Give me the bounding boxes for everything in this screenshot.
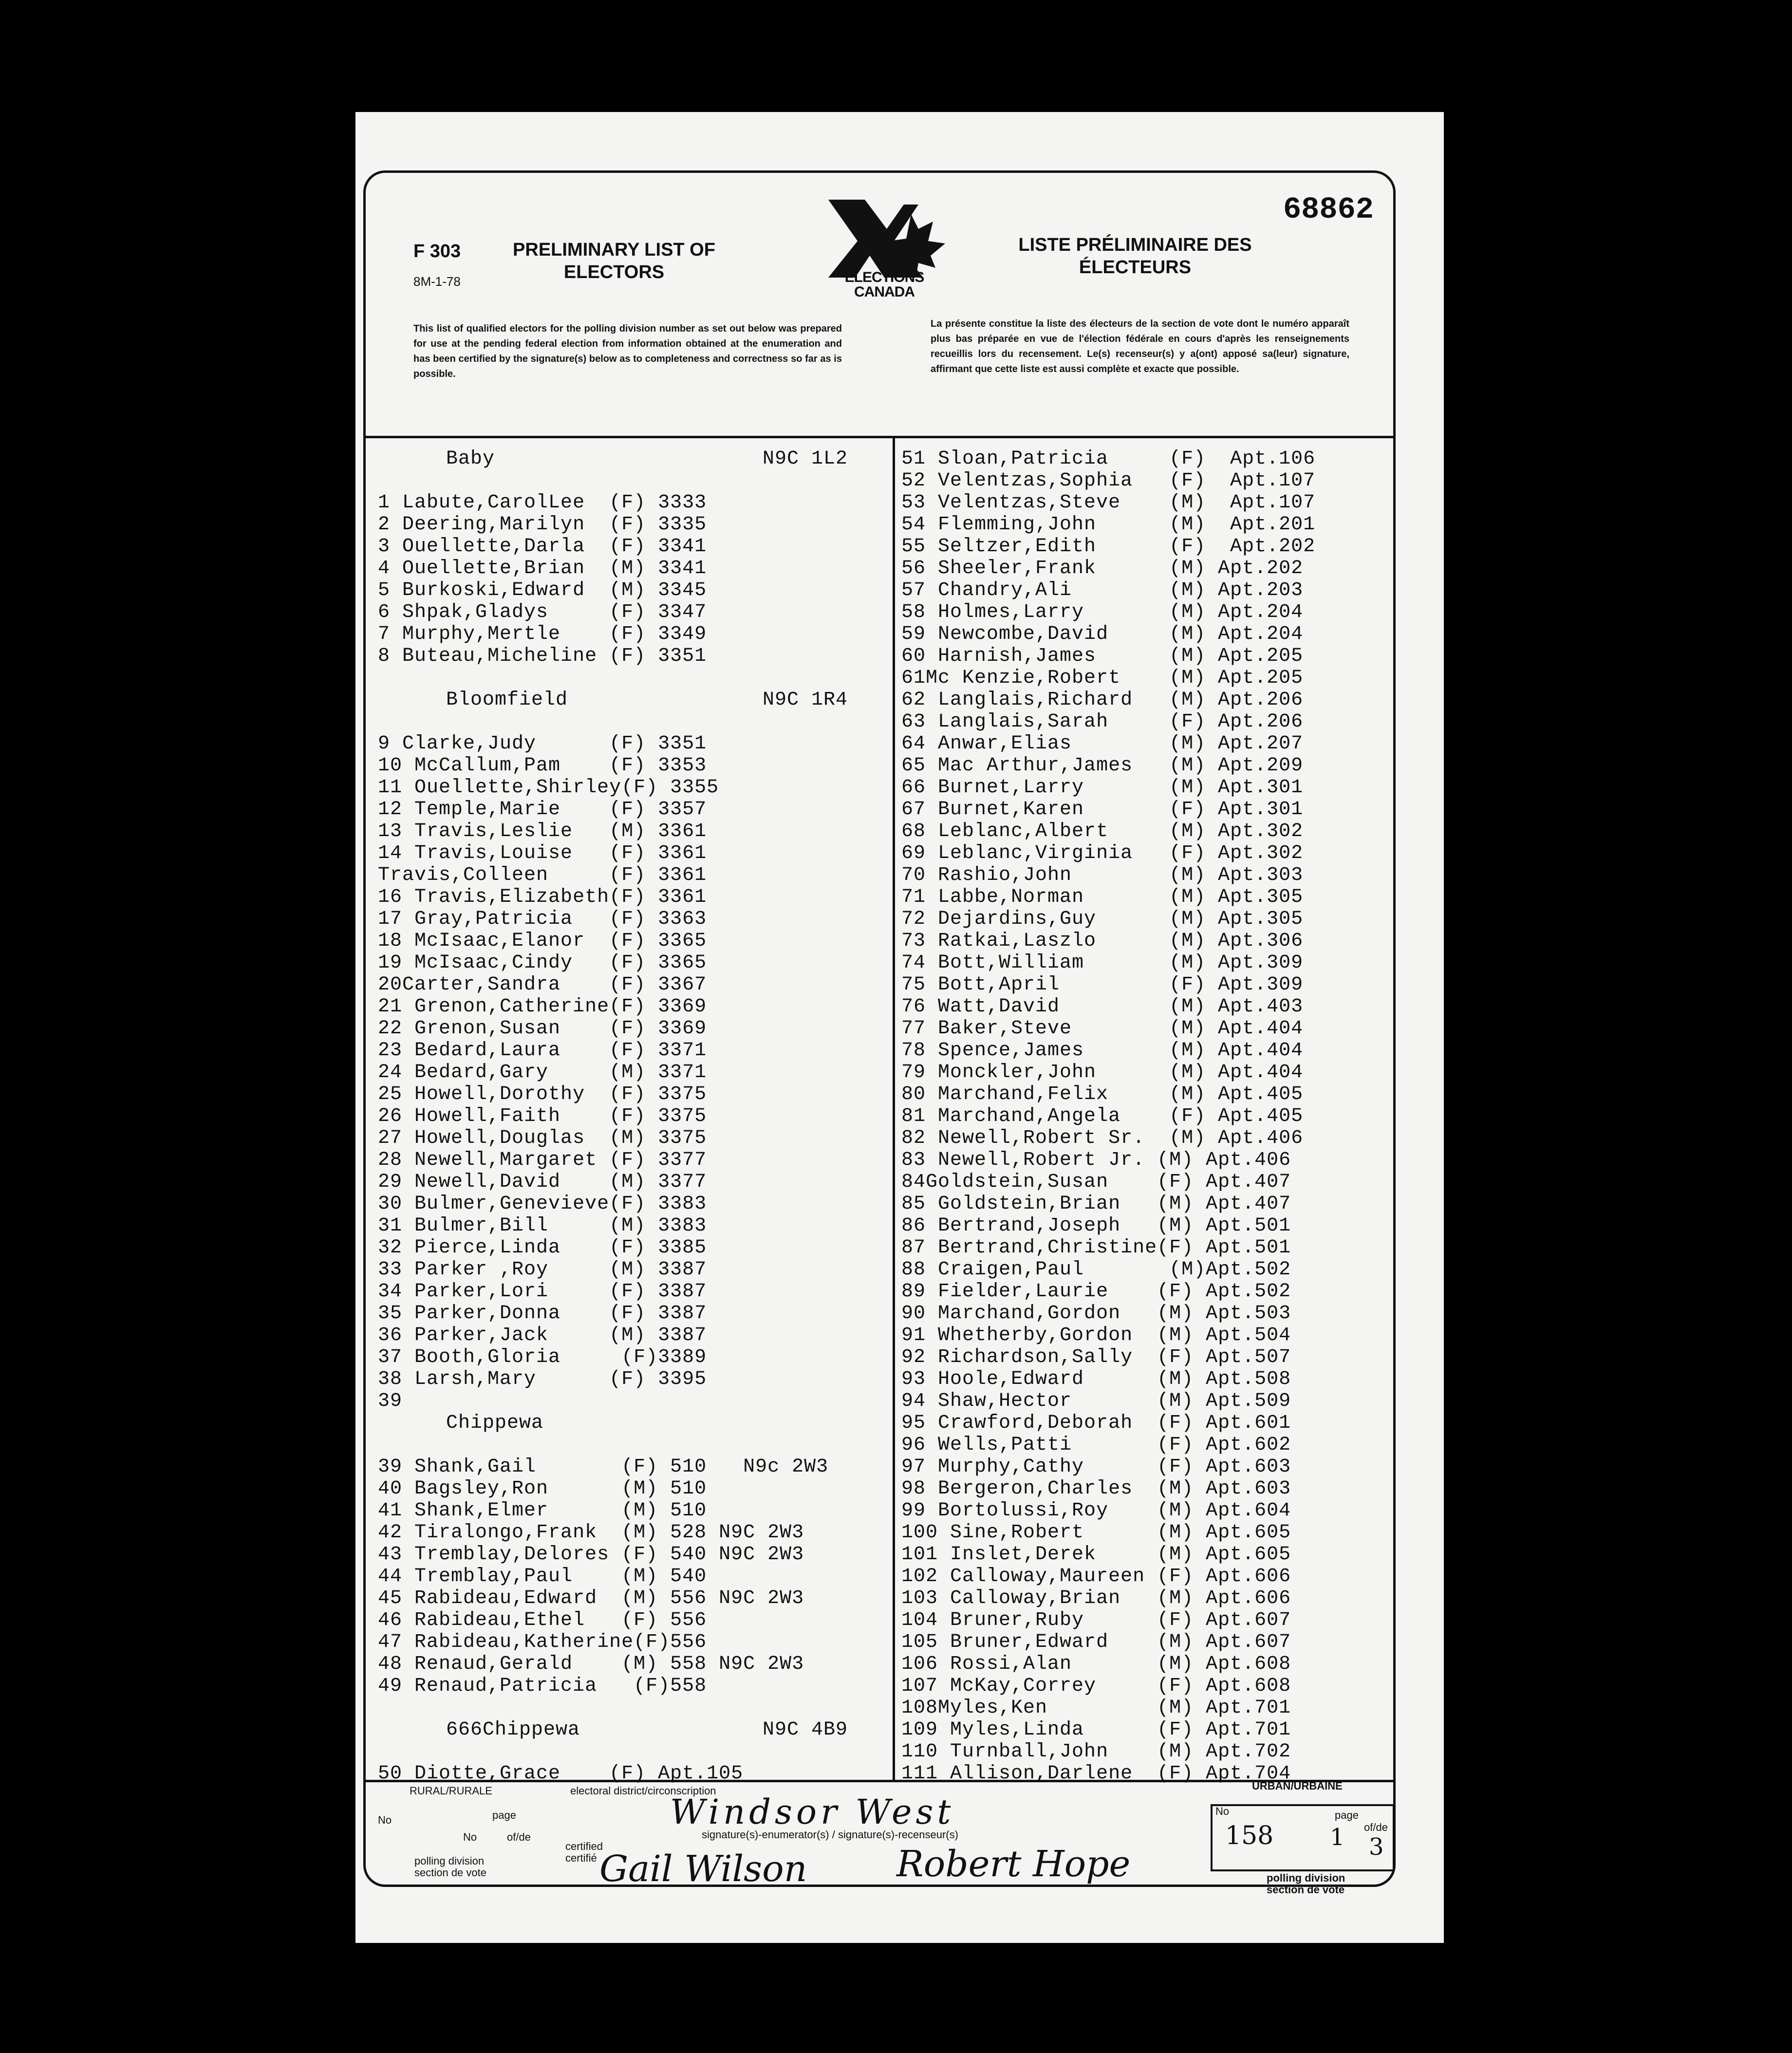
elector-entry: 81 Marchand,Angela (F) Apt.405 — [901, 1105, 1304, 1127]
elector-entry: 88 Craigen,Paul (M)Apt.502 — [901, 1259, 1291, 1281]
elector-entry: 79 Monckler,John (M) Apt.404 — [901, 1062, 1304, 1083]
elector-entry: 102 Calloway,Maureen (F) Apt.606 — [901, 1566, 1291, 1587]
elector-entry: 87 Bertrand,Christine(F) Apt.501 — [901, 1237, 1291, 1259]
electors-form — [363, 170, 1396, 1896]
elector-entry: 89 Fielder,Laurie (F) Apt.502 — [901, 1281, 1291, 1303]
elector-entry: 65 Mac Arthur,James (M) Apt.209 — [901, 755, 1304, 777]
urban-label: URBAN/URBAINE — [1252, 1780, 1343, 1792]
elector-entry: 69 Leblanc,Virginia (F) Apt.302 — [901, 842, 1304, 864]
elector-entry: 1 Labute,CarolLee (F) 3333 — [378, 492, 707, 514]
elector-entry: 109 Myles,Linda (F) Apt.701 — [901, 1719, 1291, 1741]
blank-line — [378, 470, 828, 492]
page-number: 1 — [1330, 1824, 1345, 1851]
elector-entry: 50 Diotte,Grace (F) Apt.105 — [378, 1763, 744, 1785]
elector-entry: 61Mc Kenzie,Robert (M) Apt.205 — [901, 667, 1304, 689]
elector-entry: 48 Renaud,Gerald (M) 558 N9C 2W3 — [378, 1653, 804, 1675]
postal-code: N9C 1R4 — [763, 689, 848, 711]
street-heading — [378, 1719, 848, 1741]
elector-entry: 59 Newcombe,David (M) Apt.204 — [901, 623, 1304, 645]
title-french: LISTE PRÉLIMINAIRE DES ÉLECTEURS — [1018, 235, 1252, 278]
logo-text: ELECTIONS CANADA — [844, 269, 924, 300]
elector-entry: 42 Tiralongo,Frank (M) 528 N9C 2W3 — [378, 1522, 804, 1544]
elector-entry: 4 Ouellette,Brian (M) 3341 — [378, 558, 707, 579]
elector-entry: 56 Sheeler,Frank (M) Apt.202 — [901, 558, 1304, 579]
elector-entry: 96 Wells,Patti (F) Apt.602 — [901, 1434, 1291, 1456]
elector-entry: 40 Bagsley,Ron (M) 510 — [378, 1478, 707, 1500]
elector-entry: 84Goldstein,Susan (F) Apt.407 — [901, 1171, 1291, 1193]
blank-line — [378, 1741, 828, 1763]
elector-entry: 21 Grenon,Catherine(F) 3369 — [378, 996, 707, 1018]
elector-entry: 94 Shaw,Hector (M) Apt.509 — [901, 1390, 1291, 1412]
elector-entry: 99 Bortolussi,Roy (M) Apt.604 — [901, 1500, 1291, 1522]
street-name: Baby — [446, 448, 495, 470]
elector-entry: 19 McIsaac,Cindy (F) 3365 — [378, 952, 707, 974]
elector-entry: 76 Watt,David (M) Apt.403 — [901, 996, 1304, 1018]
elector-entry: 47 Rabideau,Katherine(F)556 — [378, 1631, 707, 1653]
blank-line — [378, 1697, 828, 1719]
elector-entry: 70 Rashio,John (M) Apt.303 — [901, 864, 1304, 886]
form-number: F 303 — [413, 241, 461, 261]
elector-entry: 28 Newell,Margaret (F) 3377 — [378, 1149, 707, 1171]
postal-code: N9C 1L2 — [763, 448, 848, 470]
elector-entry: 91 Whetherby,Gordon (M) Apt.504 — [901, 1325, 1291, 1346]
urban-page-label: page — [1335, 1809, 1359, 1821]
elector-entry: 5 Burkoski,Edward (M) 3345 — [378, 579, 707, 601]
title-english: PRELIMINARY LIST OF ELECTORS — [513, 240, 715, 282]
elector-entry: 37 Booth,Gloria (F)3389 — [378, 1346, 707, 1368]
elector-entry: 107 McKay,Correy (F) Apt.608 — [901, 1675, 1291, 1697]
elector-entry: 39 Shank,Gail (F) 510 N9c 2W3 — [378, 1456, 829, 1478]
street-name: Chippewa — [446, 1412, 544, 1434]
elector-entry: 44 Tremblay,Paul (M) 540 — [378, 1566, 707, 1587]
elector-list-left — [378, 448, 848, 1785]
district-label: electoral district/circonscription — [570, 1785, 716, 1797]
elector-entry: 34 Parker,Lori (F) 3387 — [378, 1281, 707, 1303]
elector-entry: Travis,Colleen (F) 3361 — [378, 864, 707, 886]
enumerator-signature-2: Robert Hope — [896, 1843, 1131, 1885]
elector-entry: 74 Bott,William (M) Apt.309 — [901, 952, 1304, 974]
elector-entry: 2 Deering,Marilyn (F) 3335 — [378, 514, 707, 536]
elector-entry: 43 Tremblay,Delores (F) 540 N9C 2W3 — [378, 1544, 804, 1566]
street-name: 666Chippewa — [446, 1719, 580, 1741]
elector-entry: 93 Hoole,Edward (M) Apt.508 — [901, 1368, 1291, 1390]
elector-entry: 3 Ouellette,Darla (F) 3341 — [378, 536, 707, 558]
elector-entry: 105 Bruner,Edward (M) Apt.607 — [901, 1631, 1291, 1653]
street-heading — [378, 448, 848, 470]
rural-label: RURAL/RURALE — [410, 1785, 492, 1797]
blank-line — [378, 1434, 828, 1456]
elector-entry: 60 Harnish,James (M) Apt.205 — [901, 645, 1304, 667]
elector-entry: 53 Velentzas,Steve (M) Apt.107 — [901, 492, 1316, 514]
elector-entry: 67 Burnet,Karen (F) Apt.301 — [901, 799, 1304, 821]
elector-entry: 20Carter,Sandra (F) 3367 — [378, 974, 707, 996]
elector-entry: 22 Grenon,Susan (F) 3369 — [378, 1018, 707, 1040]
elector-entry: 24 Bedard,Gary (M) 3371 — [378, 1062, 707, 1083]
elector-entry: 10 McCallum,Pam (F) 3353 — [378, 755, 707, 777]
polling-number: 158 — [1225, 1821, 1274, 1850]
district-value: Windsor West — [670, 1792, 955, 1832]
document-sheet — [355, 112, 1444, 1943]
elector-entry: 97 Murphy,Cathy (F) Apt.603 — [901, 1456, 1291, 1478]
elector-entry: 41 Shank,Elmer (M) 510 — [378, 1500, 707, 1522]
elector-entry: 58 Holmes,Larry (M) Apt.204 — [901, 601, 1304, 623]
elector-entry: 101 Inslet,Derek (M) Apt.605 — [901, 1544, 1291, 1566]
elector-entry: 25 Howell,Dorothy (F) 3375 — [378, 1083, 707, 1105]
header-divider — [366, 436, 1393, 438]
elector-entry: 46 Rabideau,Ethel (F) 556 — [378, 1609, 707, 1631]
serial-number: 68862 — [1283, 192, 1374, 227]
elector-entry: 36 Parker,Jack (M) 3387 — [378, 1325, 707, 1346]
elector-entry: 39 — [378, 1390, 403, 1412]
elector-entry: 55 Seltzer,Edith (F) Apt.202 — [901, 536, 1316, 558]
column-divider — [893, 436, 895, 1780]
urban-of-label: of/de — [1364, 1821, 1388, 1833]
elector-entry: 51 Sloan,Patricia (F) Apt.106 — [901, 448, 1316, 470]
elector-entry: 64 Anwar,Elias (M) Apt.207 — [901, 733, 1304, 755]
rural-page-label: page — [492, 1809, 516, 1821]
street-name: Bloomfield — [446, 689, 568, 711]
elector-entry: 32 Pierce,Linda (F) 3385 — [378, 1237, 707, 1259]
elector-entry: 68 Leblanc,Albert (M) Apt.302 — [901, 821, 1304, 842]
elector-entry: 18 McIsaac,Elanor (F) 3365 — [378, 930, 707, 952]
elector-entry: 86 Bertrand,Joseph (M) Apt.501 — [901, 1215, 1291, 1237]
rural-polling-label: polling division section de vote — [414, 1855, 486, 1879]
street-heading — [378, 1412, 828, 1434]
elector-entry: 13 Travis,Leslie (M) 3361 — [378, 821, 707, 842]
elector-entry: 92 Richardson,Sally (F) Apt.507 — [901, 1346, 1291, 1368]
elector-entry: 9 Clarke,Judy (F) 3351 — [378, 733, 707, 755]
elector-entry: 106 Rossi,Alan (M) Apt.608 — [901, 1653, 1291, 1675]
elector-entry: 6 Shpak,Gladys (F) 3347 — [378, 601, 707, 623]
elector-entry: 111 Allison,Darlene (F) Apt.704 — [901, 1763, 1291, 1785]
elector-entry: 100 Sine,Robert (M) Apt.605 — [901, 1522, 1291, 1544]
elector-entry: 63 Langlais,Sarah (F) Apt.206 — [901, 711, 1304, 733]
elector-entry: 73 Ratkai,Laszlo (M) Apt.306 — [901, 930, 1304, 952]
elector-entry: 72 Dejardins,Guy (M) Apt.305 — [901, 908, 1304, 930]
elector-entry: 98 Bergeron,Charles (M) Apt.603 — [901, 1478, 1291, 1500]
form-date: 8M-1-78 — [413, 274, 461, 289]
elector-entry: 83 Newell,Robert Jr. (M) Apt.406 — [901, 1149, 1291, 1171]
elector-entry: 57 Chandry,Ali (M) Apt.203 — [901, 579, 1304, 601]
elector-entry: 62 Langlais,Richard (M) Apt.206 — [901, 689, 1304, 711]
urban-no-label: No — [1215, 1805, 1230, 1817]
urban-polling-label: polling division section de vote — [1267, 1872, 1345, 1896]
elector-entry: 78 Spence,James (M) Apt.404 — [901, 1040, 1304, 1062]
elector-entry: 77 Baker,Steve (M) Apt.404 — [901, 1018, 1304, 1040]
certified-label: certified certifié — [565, 1840, 603, 1864]
elector-entry: 27 Howell,Douglas (M) 3375 — [378, 1127, 707, 1149]
elector-entry: 85 Goldstein,Brian (M) Apt.407 — [901, 1193, 1291, 1215]
elector-entry: 103 Calloway,Brian (M) Apt.606 — [901, 1587, 1291, 1609]
elector-entry: 38 Larsh,Mary (F) 3395 — [378, 1368, 707, 1390]
intro-english: This list of qualified electors for the polling division number as set out below was prepared for use at the pending federal election from information obtained at the enumeration and has been certified by the signature(s) below as to completeness and correctness so far as is possible. — [413, 323, 842, 379]
elector-entry: 29 Newell,David (M) 3377 — [378, 1171, 707, 1193]
elector-entry: 80 Marchand,Felix (M) Apt.405 — [901, 1083, 1304, 1105]
blank-line — [378, 667, 828, 689]
elector-entry: 52 Velentzas,Sophia (F) Apt.107 — [901, 470, 1316, 492]
elector-entry: 11 Ouellette,Shirley(F) 3355 — [378, 777, 719, 799]
elector-entry: 95 Crawford,Deborah (F) Apt.601 — [901, 1412, 1291, 1434]
elector-list-right — [901, 448, 1315, 1785]
intro-french: La présente constitue la liste des électeurs de la section de vote dont le numéro apparaît plus bas préparée en vue de l'élection fédérale en cours d'après les renseignements recueillis lors du recensement. Le(s) recenseur(s) y a(ont) apposé sa(leur) signature, affirmant que cette liste est aussi complète et exacte que possible. — [931, 318, 1349, 374]
elector-entry: 16 Travis,Elizabeth(F) 3361 — [378, 886, 707, 908]
page-total: 3 — [1369, 1833, 1384, 1861]
elector-entry: 12 Temple,Marie (F) 3357 — [378, 799, 707, 821]
elector-entry: 104 Bruner,Ruby (F) Apt.607 — [901, 1609, 1291, 1631]
street-heading — [378, 689, 848, 711]
elector-entry: 30 Bulmer,Genevieve(F) 3383 — [378, 1193, 707, 1215]
postal-code: N9C 4B9 — [763, 1719, 848, 1741]
signature-label: signature(s)-enumerator(s) / signature(s)-recenseur(s) — [702, 1829, 958, 1841]
elector-entry: 23 Bedard,Laura (F) 3371 — [378, 1040, 707, 1062]
elector-entry: 45 Rabideau,Edward (M) 556 N9C 2W3 — [378, 1587, 804, 1609]
elector-entry: 49 Renaud,Patricia (F)558 — [378, 1675, 707, 1697]
elector-entry: 17 Gray,Patricia (F) 3363 — [378, 908, 707, 930]
rural-page-no-label: No — [463, 1831, 477, 1843]
elector-entry: 66 Burnet,Larry (M) Apt.301 — [901, 777, 1304, 799]
elector-entry: 110 Turnball,John (M) Apt.702 — [901, 1741, 1291, 1763]
elector-entry: 33 Parker ,Roy (M) 3387 — [378, 1259, 707, 1281]
enumerator-signature-1: Gail Wilson — [599, 1848, 807, 1890]
elector-entry: 82 Newell,Robert Sr. (M) Apt.406 — [901, 1127, 1304, 1149]
elector-entry: 71 Labbe,Norman (M) Apt.305 — [901, 886, 1304, 908]
elector-entry: 8 Buteau,Micheline (F) 3351 — [378, 645, 707, 667]
elector-entry: 108Myles,Ken (M) Apt.701 — [901, 1697, 1291, 1719]
rural-no-label: No — [378, 1814, 392, 1826]
elector-entry: 35 Parker,Donna (F) 3387 — [378, 1303, 707, 1325]
elector-entry: 90 Marchand,Gordon (M) Apt.503 — [901, 1303, 1291, 1325]
rural-of-label: of/de — [507, 1831, 531, 1843]
blank-line — [378, 711, 828, 733]
elector-entry: 75 Bott,April (F) Apt.309 — [901, 974, 1304, 996]
elector-entry: 31 Bulmer,Bill (M) 3383 — [378, 1215, 707, 1237]
elector-entry: 54 Flemming,John (M) Apt.201 — [901, 514, 1316, 536]
elector-entry: 26 Howell,Faith (F) 3375 — [378, 1105, 707, 1127]
elector-entry: 7 Murphy,Mertle (F) 3349 — [378, 623, 707, 645]
elector-entry: 14 Travis,Louise (F) 3361 — [378, 842, 707, 864]
